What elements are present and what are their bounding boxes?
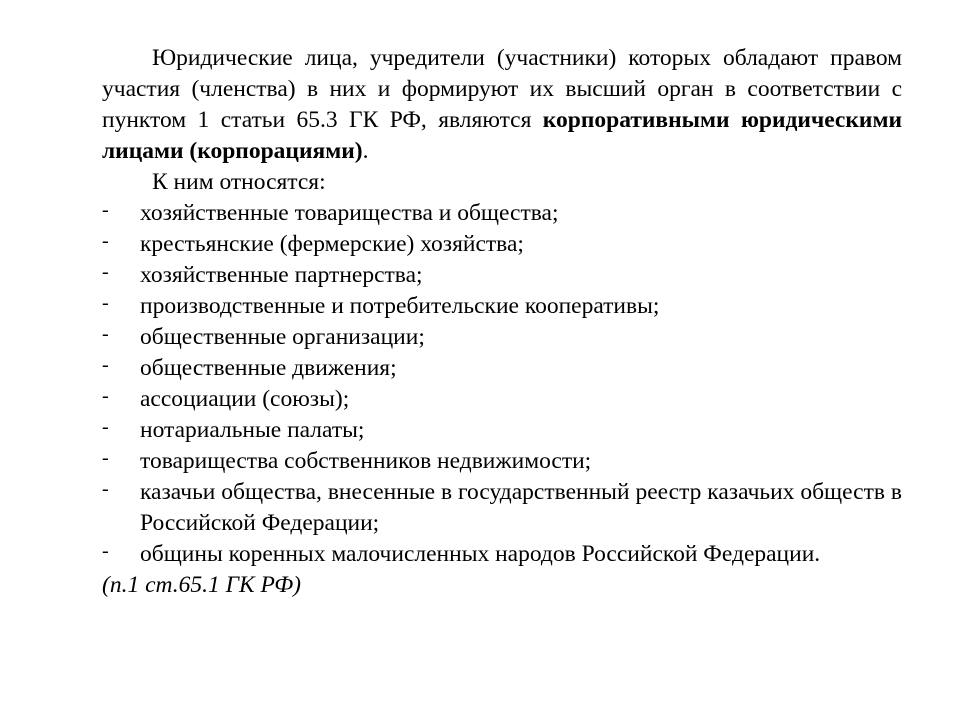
definition-term: корпоративными юридическими лицами (корпорациями): [102, 107, 902, 164]
dash-bullet-icon: -: [102, 199, 109, 221]
list-item: [102, 446, 902, 477]
dash-bullet-icon: -: [102, 292, 109, 314]
dash-bullet-icon: -: [102, 230, 109, 252]
list-intro: К ним относятся:: [152, 169, 326, 195]
list-item: [102, 322, 902, 353]
slide-content: [102, 43, 902, 601]
list-item: [102, 539, 902, 570]
list-item: [102, 353, 902, 384]
dash-bullet-icon: -: [102, 323, 109, 345]
list-item: [102, 291, 902, 322]
list-item-text: крестьянские (фермерские) хозяйства;: [140, 231, 524, 257]
corporation-types-list: [102, 198, 902, 570]
list-item-text: казачьи общества, внесенные в государственный реестр казачьих обществ в Российской Федерации;: [140, 479, 902, 536]
definition-text: Юридические лица, учредители (участники) которых обладают правом участия (членства) в них и формируют их высший орган в соответствии с пунктом 1 статьи 65.3 ГК РФ, являются: [102, 45, 902, 133]
list-item: [102, 477, 902, 539]
law-citation: (п.1 ст.65.1 ГК РФ): [102, 572, 301, 598]
dash-bullet-icon: -: [102, 447, 109, 469]
list-item: [102, 384, 902, 415]
list-item-text: нотариальные палаты;: [140, 417, 365, 443]
list-item: [102, 229, 902, 260]
list-item: [102, 198, 902, 229]
dash-bullet-icon: -: [102, 385, 109, 407]
list-item-text: хозяйственные товарищества и общества;: [140, 200, 559, 226]
list-item-text: хозяйственные партнерства;: [140, 262, 423, 288]
dash-bullet-icon: -: [102, 478, 109, 500]
list-item-text: общественные организации;: [140, 324, 425, 350]
list-item-text: ассоциации (союзы);: [140, 386, 350, 412]
list-item-text: производственные и потребительские кооперативы;: [140, 293, 660, 319]
list-item-text: общины коренных малочисленных народов Российской Федерации.: [140, 541, 821, 567]
list-item: [102, 415, 902, 446]
definition-paragraph: [102, 43, 902, 167]
dash-bullet-icon: -: [102, 354, 109, 376]
dash-bullet-icon: -: [102, 261, 109, 283]
definition-end: .: [362, 138, 369, 164]
dash-bullet-icon: -: [102, 416, 109, 438]
list-item-text: товарищества собственников недвижимости;: [140, 448, 592, 474]
list-item-text: общественные движения;: [140, 355, 397, 381]
dash-bullet-icon: -: [102, 540, 109, 562]
list-item: [102, 260, 902, 291]
